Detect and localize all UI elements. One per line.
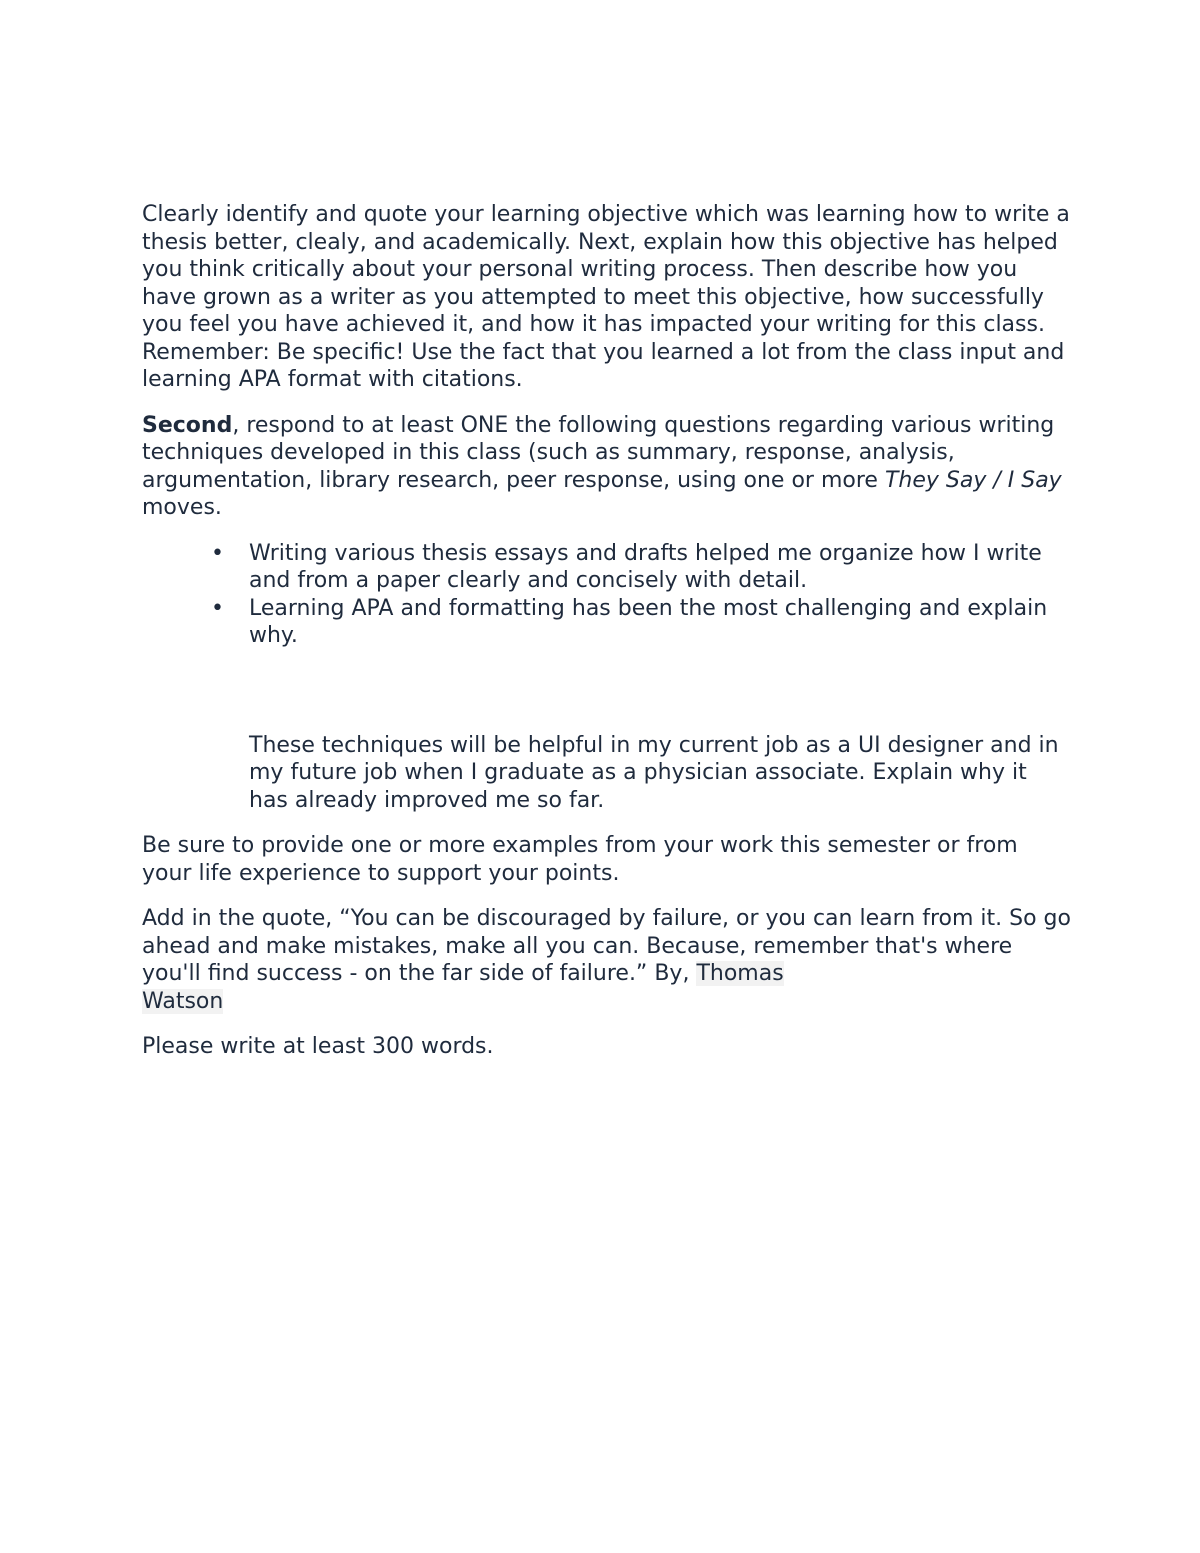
paragraph-second-text-b: moves. [142, 495, 222, 520]
italic-book-title: They Say / I Say [884, 467, 1062, 493]
bullet-icon: • [211, 595, 224, 621]
bullet-icon: • [211, 540, 224, 566]
quote-text: Add in the quote, “You can be discouraged by failure, or you can learn from it. So go ahead and make mistakes, make all you can. Because, remember that's where you'll find success - on the far side of failure.” By, [142, 906, 1071, 986]
paragraph-examples: Be sure to provide one or more examples from your work this semester or from your life experience to support your points. [142, 833, 1018, 886]
blank-space [142, 650, 1072, 732]
bullet-text: Learning APA and formatting has been the most challenging and explain why. [249, 595, 1048, 648]
paragraph-learning-objective: Clearly identify and quote your learning objective which was learning how to write a thesis better, clealy, and academically. Next, explain how this objective has helped you think critically about your personal writing process. Then describe how you have grown as a writer as you attempted to meet this objective, how successfully you feel you have achieved it, and how it has impacted your writing for this class. Remember: Be specific! Use the fact that you learned a lot from the class input and learning APA format with citations. [142, 202, 1070, 392]
quote-author-first: Thomas [696, 961, 784, 986]
document-body [142, 201, 1072, 1079]
bullet-item [211, 595, 1072, 650]
bullet-list [142, 540, 1072, 650]
paragraph-second-instructions [142, 412, 1072, 522]
paragraph-techniques: These techniques will be helpful in my current job as a UI designer and in my future job when I graduate as a physician associate. Explain why it has already improved me so far. [249, 732, 1059, 813]
paragraph-quote [142, 905, 1072, 1015]
paragraph-second-text-a: , respond to at least ONE the following questions regarding various writing techniques developed in this class (such as summary, response, analysis, argumentation, library research, peer response, using one or more [142, 412, 1055, 493]
bold-lead-text: Second [142, 412, 233, 438]
bullet-text: Writing various thesis essays and drafts helped me organize how I write and from a paper clearly and concisely with detail. [249, 540, 1042, 593]
quote-author-last: Watson [142, 988, 224, 1014]
paragraph-word-count: Please write at least 300 words. [142, 1034, 494, 1059]
bullet-item [211, 540, 1072, 595]
